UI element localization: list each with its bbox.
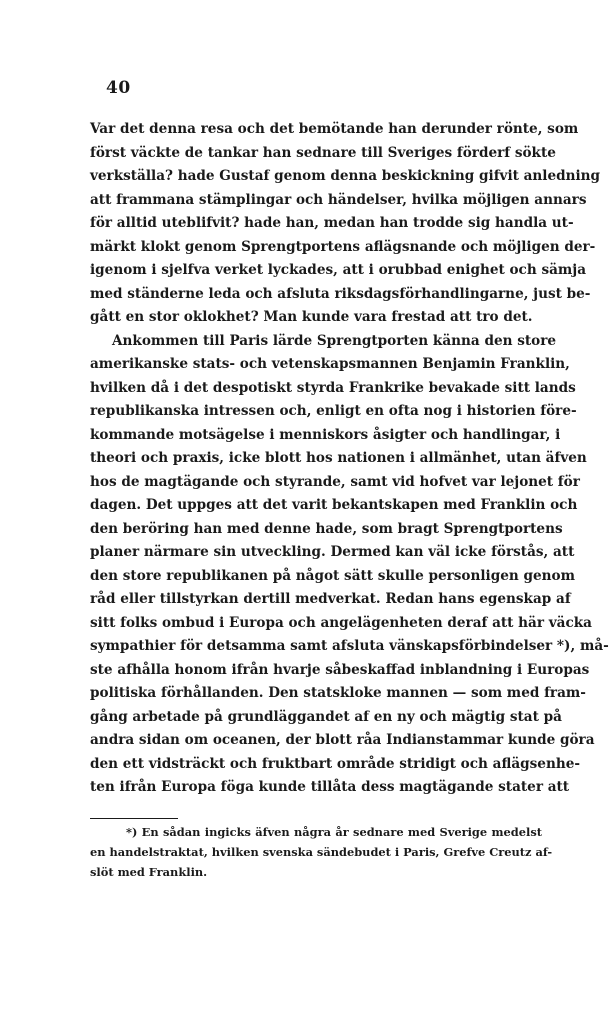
page-number: 40 <box>106 78 131 98</box>
body-text <box>90 118 609 800</box>
text-line: med ständerne leda och afsluta riksdagsförhandlingarne, just be- <box>90 285 591 302</box>
text-line: hvilken då i det despotiskt styrda Frankrike bevakade sitt lands <box>90 379 576 396</box>
footnote-line: en handelstraktat, hvilken svenska sändebudet i Paris, Grefve Creutz af- <box>90 845 553 859</box>
paragraph-start-line: Ankommen till Paris lärde Sprengtporten känna den store <box>112 332 557 349</box>
text-line: sitt folks ombud i Europa och angelägenheten deraf att här väcka <box>90 614 592 631</box>
text-line: amerikanske stats- och vetenskapsmannen Benjamin Franklin, <box>90 356 570 372</box>
text-line: igenom i sjelfva verket lyckades, att i orubbad enighet och sämja <box>90 262 587 278</box>
text-line: planer närmare sin utveckling. Dermed kan väl icke förstås, att <box>90 544 575 560</box>
text-line: gått en stor oklokhet? Man kunde vara frestad att tro det. <box>90 309 533 325</box>
footnote <box>90 822 553 882</box>
text-line: Var det denna resa och det bemötande han derunder rönte, som <box>90 121 579 137</box>
text-line: ten ifrån Europa föga kunde tillåta dess magtägande stater att <box>90 779 570 795</box>
text-line: först väckte de tankar han sednare till Sveriges förderf sökte <box>90 144 556 161</box>
text-line: att frammana stämplingar och händelser, hvilka möjligen annars <box>90 191 587 208</box>
text-line: kommande motsägelse i menniskors åsigter och handlingar, i <box>90 426 561 443</box>
footnote-divider <box>90 818 178 819</box>
text-line: republikanska intressen och, enligt en ofta nog i historien före- <box>90 403 577 419</box>
text-line: gång arbetade på grundläggandet af en ny och mägtig stat på <box>90 708 562 725</box>
text-line: den store republikanen på något sätt skulle personligen genom <box>90 567 575 584</box>
text-line: theori och praxis, icke blott hos nationen i allmänhet, utan äfven <box>90 450 587 466</box>
text-line: hos de magtägande och styrande, samt vid hofvet var lejonet för <box>90 473 580 490</box>
text-line: dagen. Det uppges att det varit bekantskapen med Franklin och <box>90 497 578 513</box>
text-line: sympathier för detsamma samt afsluta vänskapsförbindelser *), må- <box>90 638 609 654</box>
text-line: politiska förhållanden. Den statskloke mannen — som med fram- <box>90 685 586 701</box>
text-line: den ett vidsträckt och fruktbart område stridigt och aflägsenhe- <box>90 755 580 772</box>
text-line: för alltid uteblifvit? hade han, medan han trodde sig handla ut- <box>90 215 574 231</box>
text-line: verkställa? hade Gustaf genom denna beskickning gifvit anledning <box>90 168 601 184</box>
text-line: ste afhålla honom ifrån hvarje såbeskaffad inblandning i Europas <box>90 661 590 678</box>
footnote-line: *) En sådan ingicks äfven några år sednare med Sverige medelst <box>126 825 542 839</box>
text-line: märkt klokt genom Sprengtportens aflägsnande och möjligen der- <box>90 238 596 255</box>
footnote-line: slöt med Franklin. <box>90 865 208 879</box>
text-line: den beröring han med denne hade, som bragt Sprengtportens <box>90 520 563 537</box>
text-line: andra sidan om oceanen, der blott råa Indianstammar kunde göra <box>90 732 595 748</box>
text-line: råd eller tillstyrkan dertill medverkat. Redan hans egenskap af <box>90 591 571 607</box>
